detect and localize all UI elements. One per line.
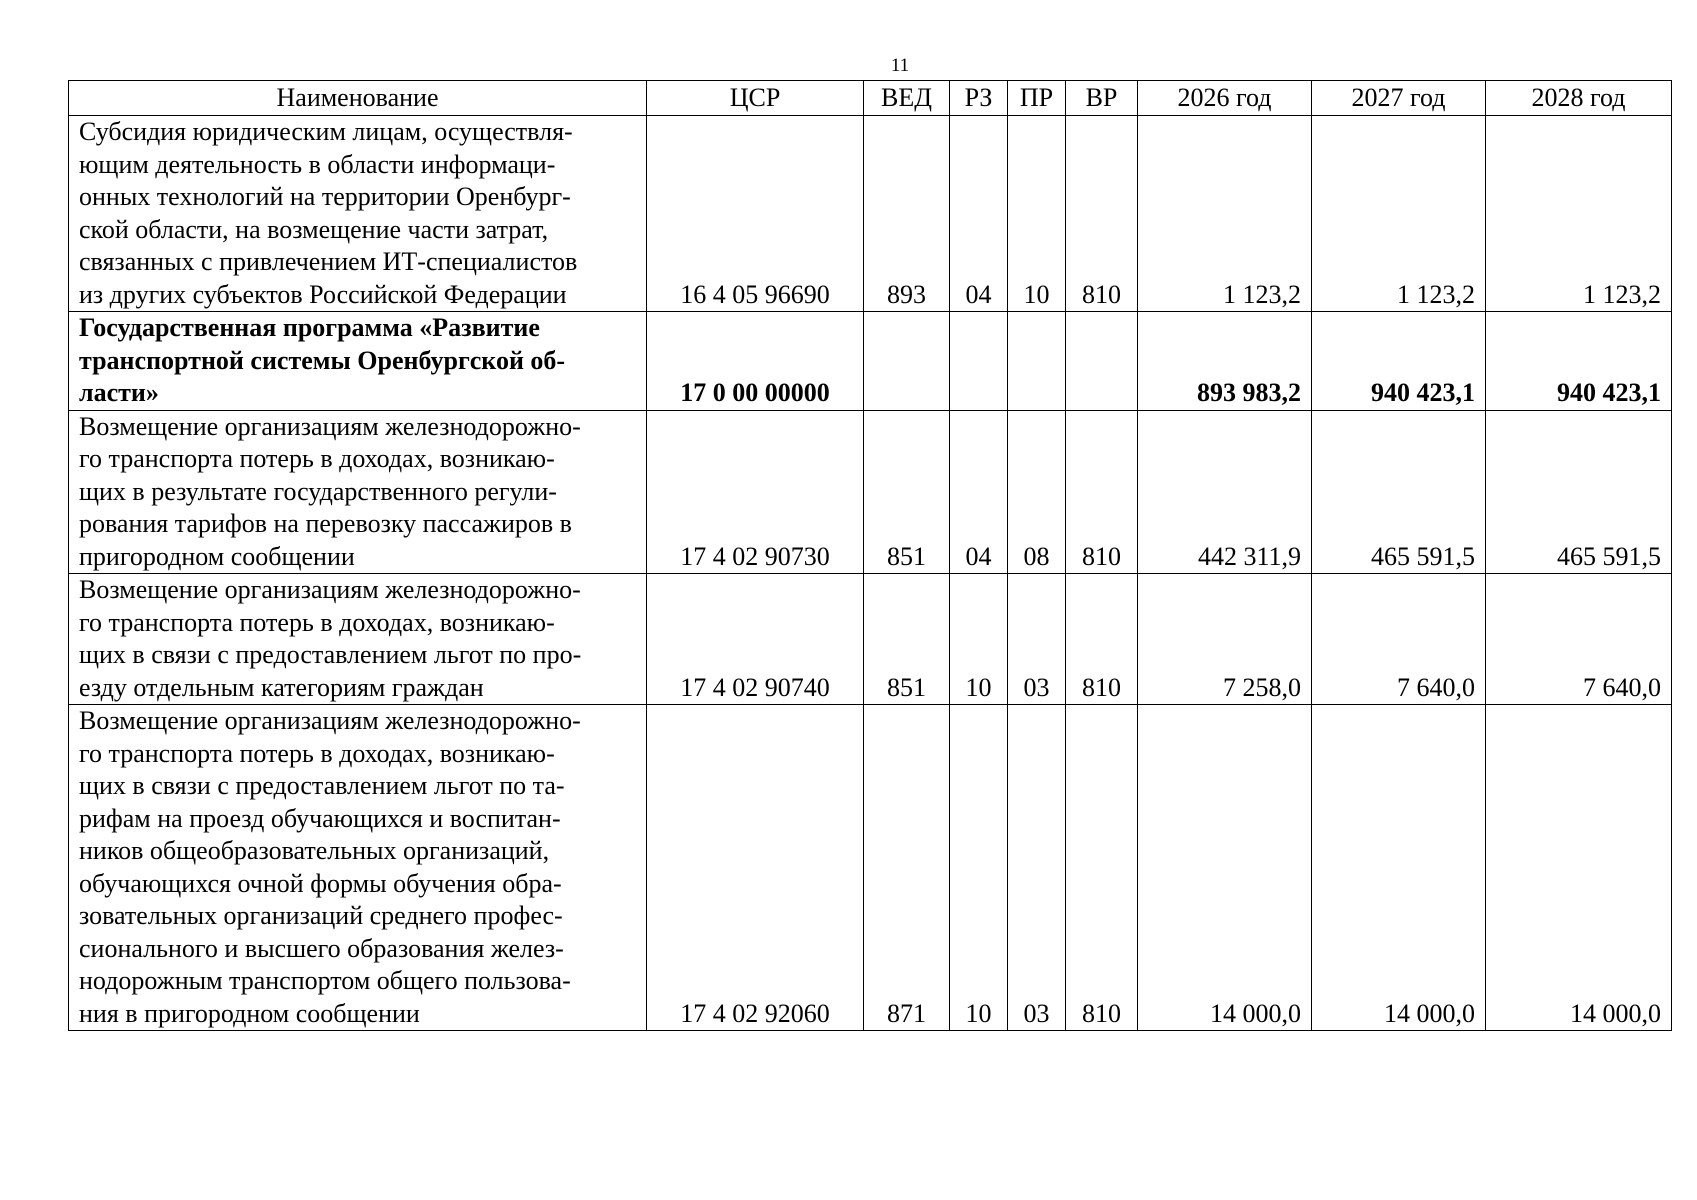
header-2028: 2028 год (1486, 81, 1672, 116)
row-name (69, 312, 647, 411)
header-ved: ВЕД (864, 81, 950, 116)
row-pr (1008, 312, 1066, 411)
row-2026: 1 123,2 (1138, 116, 1312, 312)
row-name-line: Возмещение организациям железнодорожно- (79, 575, 581, 604)
table-header-row (69, 81, 1672, 116)
row-name-line: щих в результате государственного регули- (79, 476, 557, 506)
row-name-line: обучающихся очной формы обучения обра- (79, 868, 562, 898)
header-rz: РЗ (950, 81, 1008, 116)
budget-table (68, 80, 1672, 1031)
row-name-line: Возмещение организациям железнодорожно- (79, 411, 581, 441)
table-body (69, 116, 1672, 1031)
row-name-line: онных технологий на территории Оренбург- (79, 182, 571, 211)
row-2027: 1 123,2 (1312, 116, 1486, 312)
row-csr: 16 4 05 96690 (647, 116, 864, 312)
row-2028: 7 640,0 (1486, 574, 1672, 705)
row-2026: 893 983,2 (1138, 312, 1312, 411)
row-pr: 10 (1008, 116, 1066, 312)
row-rz: 04 (950, 116, 1008, 312)
row-name-line: Государственная программа «Развитие (79, 313, 540, 342)
row-ved: 871 (864, 705, 950, 1031)
row-name (69, 574, 647, 705)
row-ved: 851 (864, 574, 950, 705)
table-row (69, 312, 1672, 411)
row-name-line: ния в пригородном сообщении (79, 998, 420, 1028)
row-name-line: го транспорта потерь в доходах, возникаю- (79, 738, 555, 768)
row-name-line: ющим деятельность в области информаци- (79, 149, 556, 179)
page-number: 11 (890, 55, 910, 76)
row-name-line: связанных с привлечением ИТ-специалистов (79, 247, 578, 276)
header-2027: 2027 год (1312, 81, 1486, 116)
row-name-line: езду отдельным категориям граждан (79, 672, 484, 702)
row-name (69, 116, 647, 312)
row-2027: 465 591,5 (1312, 410, 1486, 574)
row-2028: 465 591,5 (1486, 410, 1672, 574)
row-2026: 442 311,9 (1138, 410, 1312, 574)
table-row (69, 705, 1672, 1031)
row-ved: 893 (864, 116, 950, 312)
row-name-line: го транспорта потерь в доходах, возникаю- (79, 607, 555, 637)
row-name-line: щих в связи с предоставлением льгот по про- (79, 640, 582, 669)
row-name-line: из других субъектов Российской Федерации (79, 279, 567, 309)
row-csr: 17 4 02 90730 (647, 410, 864, 574)
row-name-line: Возмещение организациям железнодорожно- (79, 706, 581, 735)
header-2026: 2026 год (1138, 81, 1312, 116)
row-2028: 1 123,2 (1486, 116, 1672, 312)
row-2027: 940 423,1 (1312, 312, 1486, 411)
row-ved: 851 (864, 410, 950, 574)
row-name-line: нодорожным транспортом общего пользова- (79, 966, 571, 995)
row-name-line: рования тарифов на перевозку пассажиров в (79, 509, 572, 538)
row-csr: 17 4 02 90740 (647, 574, 864, 705)
row-name-line: сионального и высшего образования желез- (79, 933, 564, 963)
row-name-line: ников общеобразовательных организаций, (79, 836, 550, 865)
row-name-line: зовательных организаций среднего профес- (79, 901, 563, 930)
row-vr (1066, 312, 1138, 411)
row-2028: 940 423,1 (1486, 312, 1672, 411)
row-name-line: рифам на проезд обучающихся и воспитан- (79, 803, 561, 833)
row-csr: 17 4 02 92060 (647, 705, 864, 1031)
row-ved (864, 312, 950, 411)
row-2026: 7 258,0 (1138, 574, 1312, 705)
row-2026: 14 000,0 (1138, 705, 1312, 1031)
row-name-line: го транспорта потерь в доходах, возникаю- (79, 444, 555, 473)
row-rz: 10 (950, 705, 1008, 1031)
row-rz (950, 312, 1008, 411)
header-csr: ЦСР (647, 81, 864, 116)
row-vr: 810 (1066, 705, 1138, 1031)
row-name-line: транспортной системы Оренбургской об- (79, 345, 566, 375)
row-pr: 03 (1008, 574, 1066, 705)
row-2027: 14 000,0 (1312, 705, 1486, 1031)
header-name: Наименование (69, 81, 647, 116)
row-vr: 810 (1066, 574, 1138, 705)
row-2027: 7 640,0 (1312, 574, 1486, 705)
row-name-line: Субсидия юридическим лицам, осуществля- (79, 117, 573, 146)
row-name-line: ласти» (79, 378, 159, 407)
row-name-line: щих в связи с предоставлением льгот по та- (79, 771, 565, 800)
row-csr: 17 0 00 00000 (647, 312, 864, 411)
row-vr: 810 (1066, 116, 1138, 312)
row-name-line: пригородном сообщении (79, 541, 355, 571)
table-row (69, 574, 1672, 705)
header-vr: ВР (1066, 81, 1138, 116)
row-2028: 14 000,0 (1486, 705, 1672, 1031)
row-pr: 08 (1008, 410, 1066, 574)
table-row (69, 116, 1672, 312)
row-name (69, 410, 647, 574)
row-vr: 810 (1066, 410, 1138, 574)
row-name (69, 705, 647, 1031)
row-rz: 10 (950, 574, 1008, 705)
row-pr: 03 (1008, 705, 1066, 1031)
row-name-line: ской области, на возмещение части затрат, (79, 214, 549, 244)
row-rz: 04 (950, 410, 1008, 574)
header-pr: ПР (1008, 81, 1066, 116)
table-row (69, 410, 1672, 574)
